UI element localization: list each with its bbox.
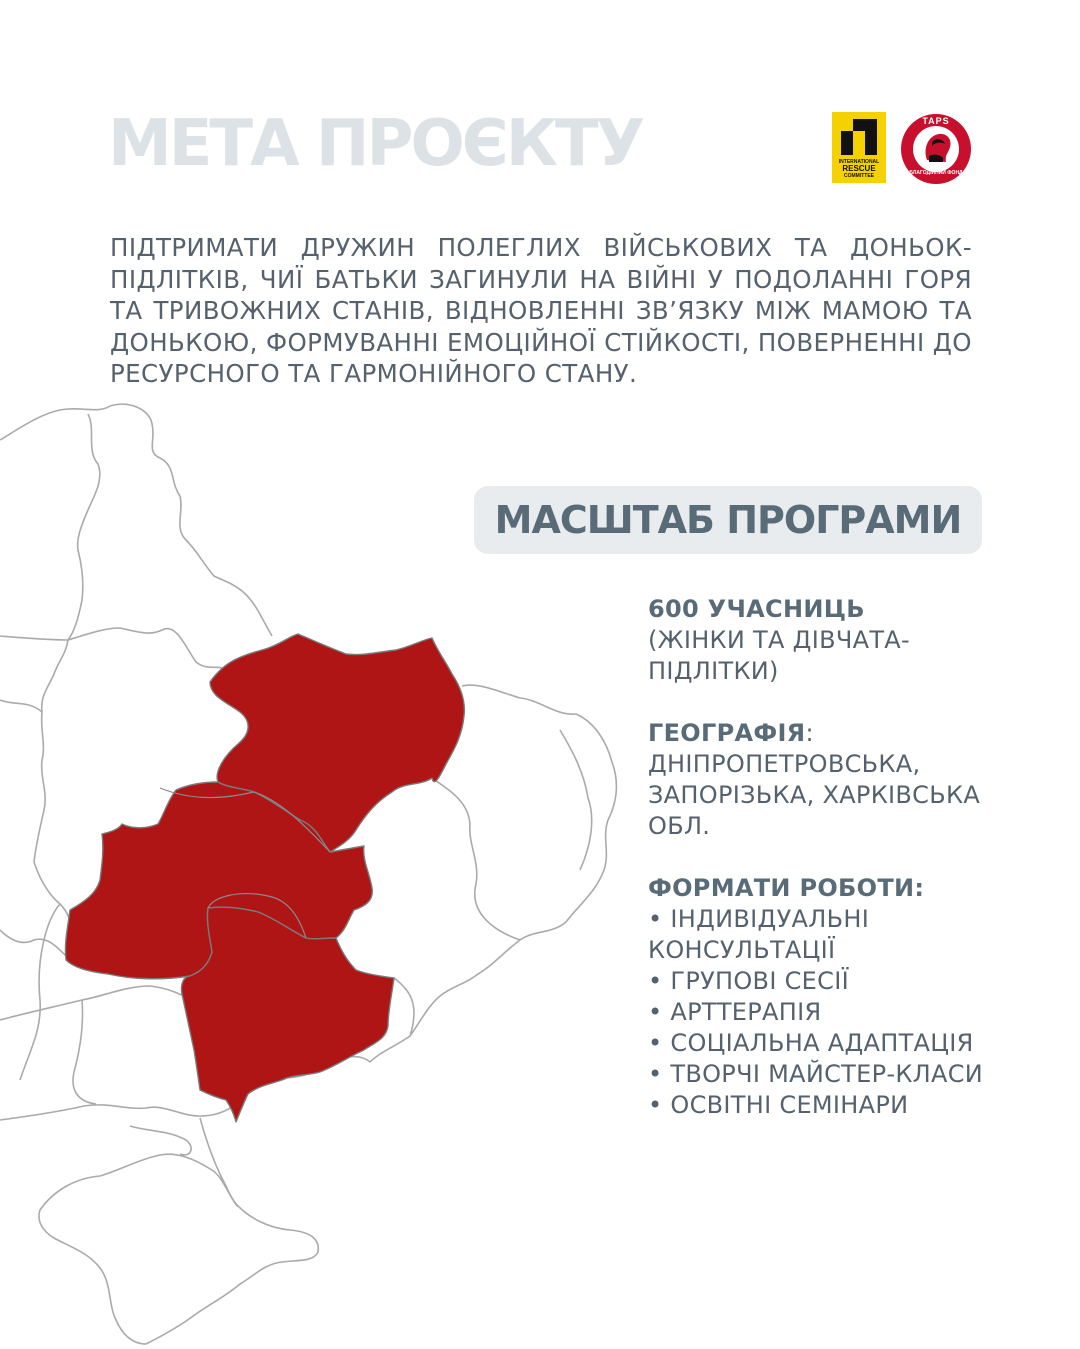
partner-logos: [832, 112, 977, 186]
taps-word: TAPS: [922, 116, 950, 126]
border-internal-1: [68, 414, 100, 640]
zaporizhzhia-oblast: [181, 907, 394, 1122]
geography-value: ДНІПРОПЕТРОВСЬКА, ЗАПОРІЗЬКА, ХАРКІВСЬКА ОБЛ.: [648, 750, 981, 840]
border-north: [0, 404, 272, 636]
taps-fund-word: БЛАГОДІЙНИЙ ФОНД: [909, 170, 963, 176]
participants-label: 600 УЧАСНИЦЬ: [648, 595, 865, 623]
taps-logo: [899, 112, 973, 186]
irc-line1: INTERNATIONAL: [838, 159, 880, 165]
border-southwest-1: [0, 986, 192, 1020]
sivash: [130, 1126, 191, 1155]
format-item: • ГРУПОВІ СЕСІЇ: [648, 967, 849, 995]
highlighted-oblasts: [65, 634, 464, 1122]
border-internal-7: [20, 904, 60, 1080]
border-internal-4: [0, 700, 42, 712]
geography-line: [648, 718, 998, 749]
border-internal-2: [0, 628, 222, 668]
program-info: [648, 594, 998, 1121]
geography-label: ГЕОГРАФІЯ: [648, 719, 806, 747]
border-inner-east: [560, 730, 592, 870]
format-item: • АРТТЕРАПІЯ: [648, 998, 822, 1026]
format-item: • СОЦІАЛЬНА АДАПТАЦІЯ: [648, 1029, 974, 1057]
project-goal-text: ПІДТРИМАТИ ДРУЖИН ПОЛЕГЛИХ ВІЙСЬКОВИХ ТА ДОНЬОК-ПІДЛІТКІВ, ЧИЇ БАТЬКИ ЗАГИНУЛИ НА ВІЙНІ У ПОДОЛАННІ ГОРЯ ТА ТРИВОЖНИХ СТАНІВ, ВІДНОВЛЕННІ ЗВ’ЯЗКУ МІЖ МАМОЮ ТА ДОНЬКОЮ, ФОРМУВАННІ ЕМОЦІЙНОЇ СТІЙКОСТІ, ПОВЕРНЕННІ ДО РЕСУРСНОГО ТА ГАРМОНІЙНОГО СТАНУ.: [110, 233, 972, 388]
scale-title-pill: [474, 486, 982, 554]
irc-line2: RESCUE: [842, 164, 876, 173]
spacer: [648, 687, 998, 718]
coast-kherson: [0, 1104, 236, 1120]
geography-colon: :: [805, 719, 814, 747]
crimea-outline: [39, 1154, 318, 1344]
format-item: • ІНДИВІДУАЛЬНІ КОНСУЛЬТАЦІЇ: [648, 905, 870, 964]
scale-title: МАСШТАБ ПРОГРАМИ: [494, 498, 962, 542]
irc-mark-icon: [841, 119, 877, 155]
formats-label: ФОРМАТИ РОБОТИ:: [648, 874, 925, 902]
border-internal-3: [34, 640, 68, 862]
participants-note: (ЖІНКИ ТА ДІВЧАТА-ПІДЛІТКИ): [648, 626, 910, 685]
format-item: • ТВОРЧІ МАЙСТЕР-КЛАСИ: [648, 1060, 984, 1088]
border-luhansk-donetsk: [432, 778, 520, 940]
irc-logo: [832, 112, 886, 183]
irc-logo-text: [835, 159, 883, 179]
format-item: • ОСВІТНІ СЕМІНАРИ: [648, 1091, 909, 1119]
spacer: [648, 842, 998, 873]
border-internal-5: [0, 930, 68, 958]
arabat-spit: [200, 1118, 238, 1206]
irc-line3: COMMITTEE: [844, 173, 874, 179]
border-southwest-2: [73, 1000, 96, 1104]
page-title: МЕТА ПРОЄКТУ: [108, 107, 643, 181]
